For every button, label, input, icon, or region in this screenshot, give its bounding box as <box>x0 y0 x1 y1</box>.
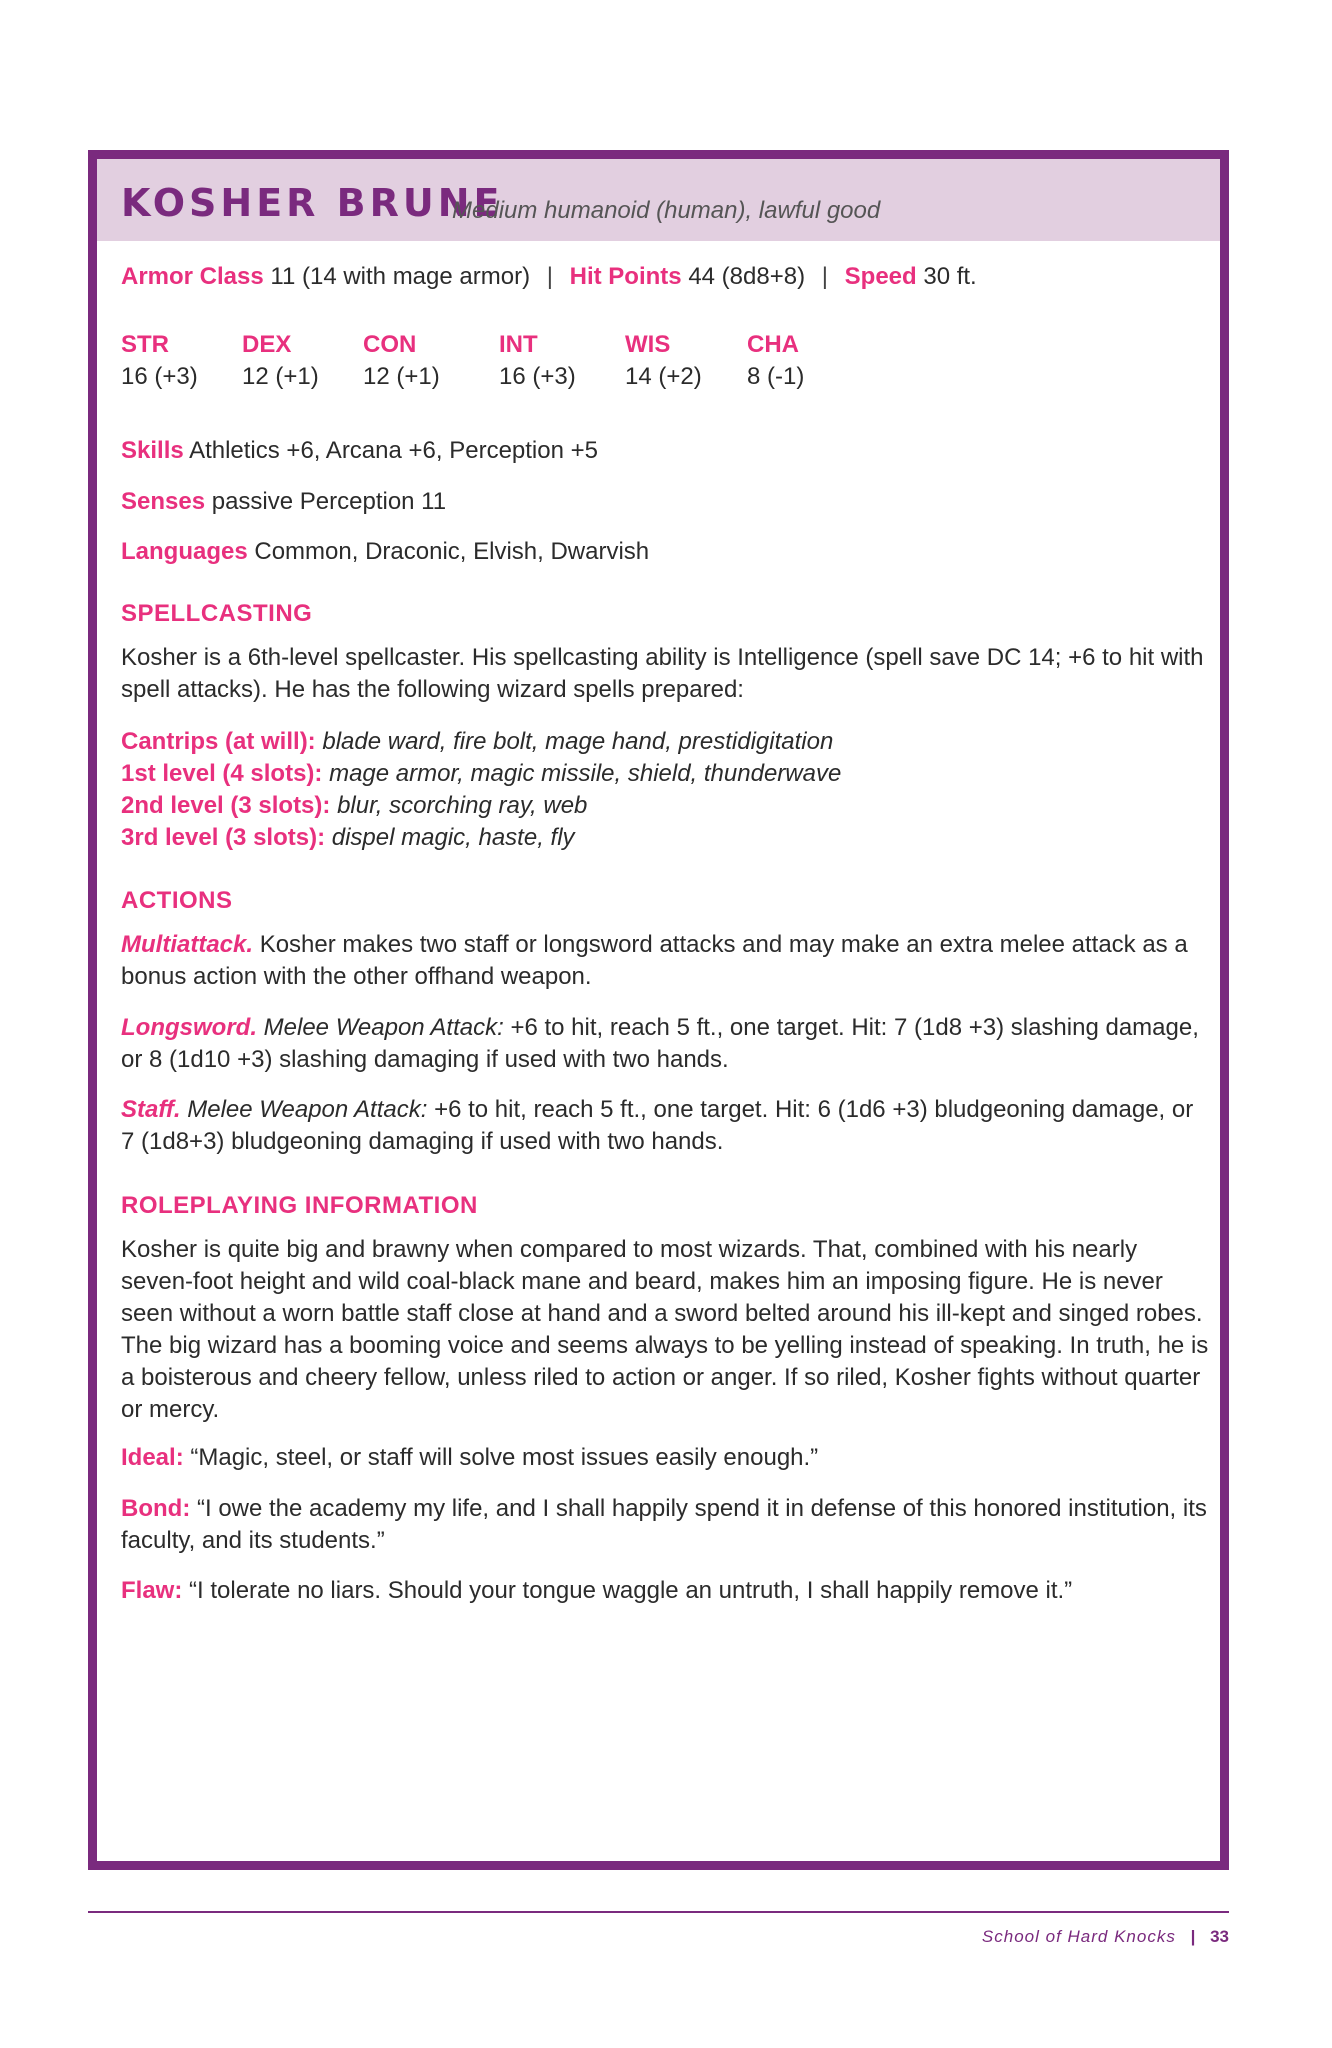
action-longsword <box>121 1012 1211 1076</box>
bond-line <box>121 1493 1211 1557</box>
senses-line <box>121 486 446 518</box>
stat-block <box>88 150 1229 1870</box>
action-text: +6 to hit, reach 5 ft., one target. Hit: 6 (1d6 +3) bludgeoning damage, or 7 (1d8+3) bludgeoning damaging if used with two hands. <box>121 1096 1194 1155</box>
action-text: +6 to hit, reach 5 ft., one target. Hit: 7 (1d8 +3) slashing damage, or 8 (1d10 +3) slashing damaging if used with two hands. <box>121 1014 1199 1073</box>
ability-value: 16 (+3) <box>499 363 576 390</box>
action-multiattack <box>121 929 1211 993</box>
spell-level-label: 2nd level (3 slots): <box>121 792 331 819</box>
action-name: Longsword. <box>121 1014 257 1041</box>
skills-line <box>121 435 598 467</box>
languages-value: Common, Draconic, Elvish, Dwarvish <box>254 538 650 565</box>
armor-class-label: Armor Class <box>121 263 264 290</box>
languages-label: Languages <box>121 538 248 565</box>
ability-abbr: CON <box>363 331 417 358</box>
hit-points-value: 44 (8d8+8) <box>688 263 806 290</box>
spellcasting-text: Kosher is a 6th-level spellcaster. His spellcasting ability is Intelligence (spell save DC 14; +6 to hit with spell attacks). He has the following wizard spells prepared: <box>121 644 1204 703</box>
ideal-text: “Magic, steel, or staff will solve most issues easily enough.” <box>190 1444 819 1471</box>
ability-con <box>363 329 440 393</box>
ability-value: 8 (-1) <box>747 363 805 390</box>
flaw-text: “I tolerate no liars. Should your tongue waggle an untruth, I shall happily remove it.” <box>189 1577 1073 1604</box>
defense-line <box>121 261 977 293</box>
spell-list: blade ward, fire bolt, mage hand, prestidigitation <box>322 728 834 755</box>
ability-int <box>499 329 576 393</box>
ability-cha <box>747 329 804 393</box>
footer-rule <box>88 1911 1229 1913</box>
book-title: School of Hard Knocks <box>981 1927 1176 1946</box>
attack-type: Melee Weapon Attack: <box>187 1096 428 1123</box>
roleplaying-text: Kosher is quite big and brawny when compared to most wizards. That, combined with his nearly seven-foot height and wild coal-black mane and beard, makes him an imposing figure. He is never seen without a worn battle staff close at hand and a sword belted around his ill-kept and singed robes. The big wizard has a booming voice and seems always to be yelling instead of speaking. In truth, he is a boisterous and cheery fellow, unless riled to action or anger. If so riled, Kosher fights without quarter or mercy. <box>121 1236 1209 1423</box>
page-number: 33 <box>1210 1927 1229 1946</box>
page-footer <box>982 1926 1229 1948</box>
flaw-label: Flaw: <box>121 1577 183 1604</box>
ideal-line <box>121 1442 1211 1474</box>
spell-level-3rd <box>121 822 575 854</box>
senses-value: passive Perception 11 <box>211 488 447 515</box>
senses-label: Senses <box>121 488 206 515</box>
ability-abbr: STR <box>121 331 169 358</box>
ability-dex <box>242 329 319 393</box>
roleplaying-heading: ROLEPLAYING INFORMATION <box>121 1192 478 1219</box>
spell-level-2nd <box>121 790 587 822</box>
skills-value: Athletics +6, Arcana +6, Perception +5 <box>189 437 598 464</box>
bond-text: “I owe the academy my life, and I shall happily spend it in defense of this honored institution, its faculty, and its students.” <box>121 1495 1207 1554</box>
ability-wis <box>625 329 702 393</box>
bond-label: Bond: <box>121 1495 191 1522</box>
ability-value: 16 (+3) <box>121 363 198 390</box>
ability-value: 14 (+2) <box>625 363 702 390</box>
armor-class-value: 11 (14 with mage armor) <box>270 263 531 290</box>
ability-str <box>121 329 198 393</box>
action-name: Multiattack. <box>121 931 254 958</box>
footer-separator: | <box>1190 1927 1196 1946</box>
creature-name: KOSHER BRUNE <box>121 181 504 225</box>
spell-level-label: 1st level (4 slots): <box>121 760 323 787</box>
spell-list: mage armor, magic missile, shield, thunderwave <box>329 760 842 787</box>
separator: | <box>821 263 828 290</box>
spell-list: dispel magic, haste, fly <box>331 824 575 851</box>
spell-list: blur, scorching ray, web <box>337 792 588 819</box>
ability-abbr: CHA <box>747 331 799 358</box>
stat-block-header <box>97 159 1220 241</box>
action-name: Staff. <box>121 1096 181 1123</box>
speed-label: Speed <box>844 263 917 290</box>
ability-abbr: INT <box>499 331 538 358</box>
flaw-line <box>121 1575 1211 1607</box>
languages-line <box>121 536 649 568</box>
creature-type: Medium humanoid (human), lawful good <box>452 197 881 224</box>
action-staff <box>121 1094 1211 1158</box>
ability-value: 12 (+1) <box>242 363 319 390</box>
attack-type: Melee Weapon Attack: <box>263 1014 504 1041</box>
ideal-label: Ideal: <box>121 1444 184 1471</box>
spell-level-label: 3rd level (3 slots): <box>121 824 326 851</box>
separator: | <box>546 263 553 290</box>
ability-value: 12 (+1) <box>363 363 440 390</box>
ability-abbr: WIS <box>625 331 671 358</box>
spell-level-cantrips <box>121 726 833 758</box>
actions-heading: ACTIONS <box>121 887 233 914</box>
speed-value: 30 ft. <box>923 263 977 290</box>
spell-level-1st <box>121 758 841 790</box>
hit-points-label: Hit Points <box>569 263 682 290</box>
spell-level-label: Cantrips (at will): <box>121 728 316 755</box>
ability-abbr: DEX <box>242 331 292 358</box>
action-text: Kosher makes two staff or longsword attacks and may make an extra melee attack as a bonus action with the other offhand weapon. <box>121 931 1188 990</box>
skills-label: Skills <box>121 437 184 464</box>
spellcasting-heading: SPELLCASTING <box>121 600 313 627</box>
